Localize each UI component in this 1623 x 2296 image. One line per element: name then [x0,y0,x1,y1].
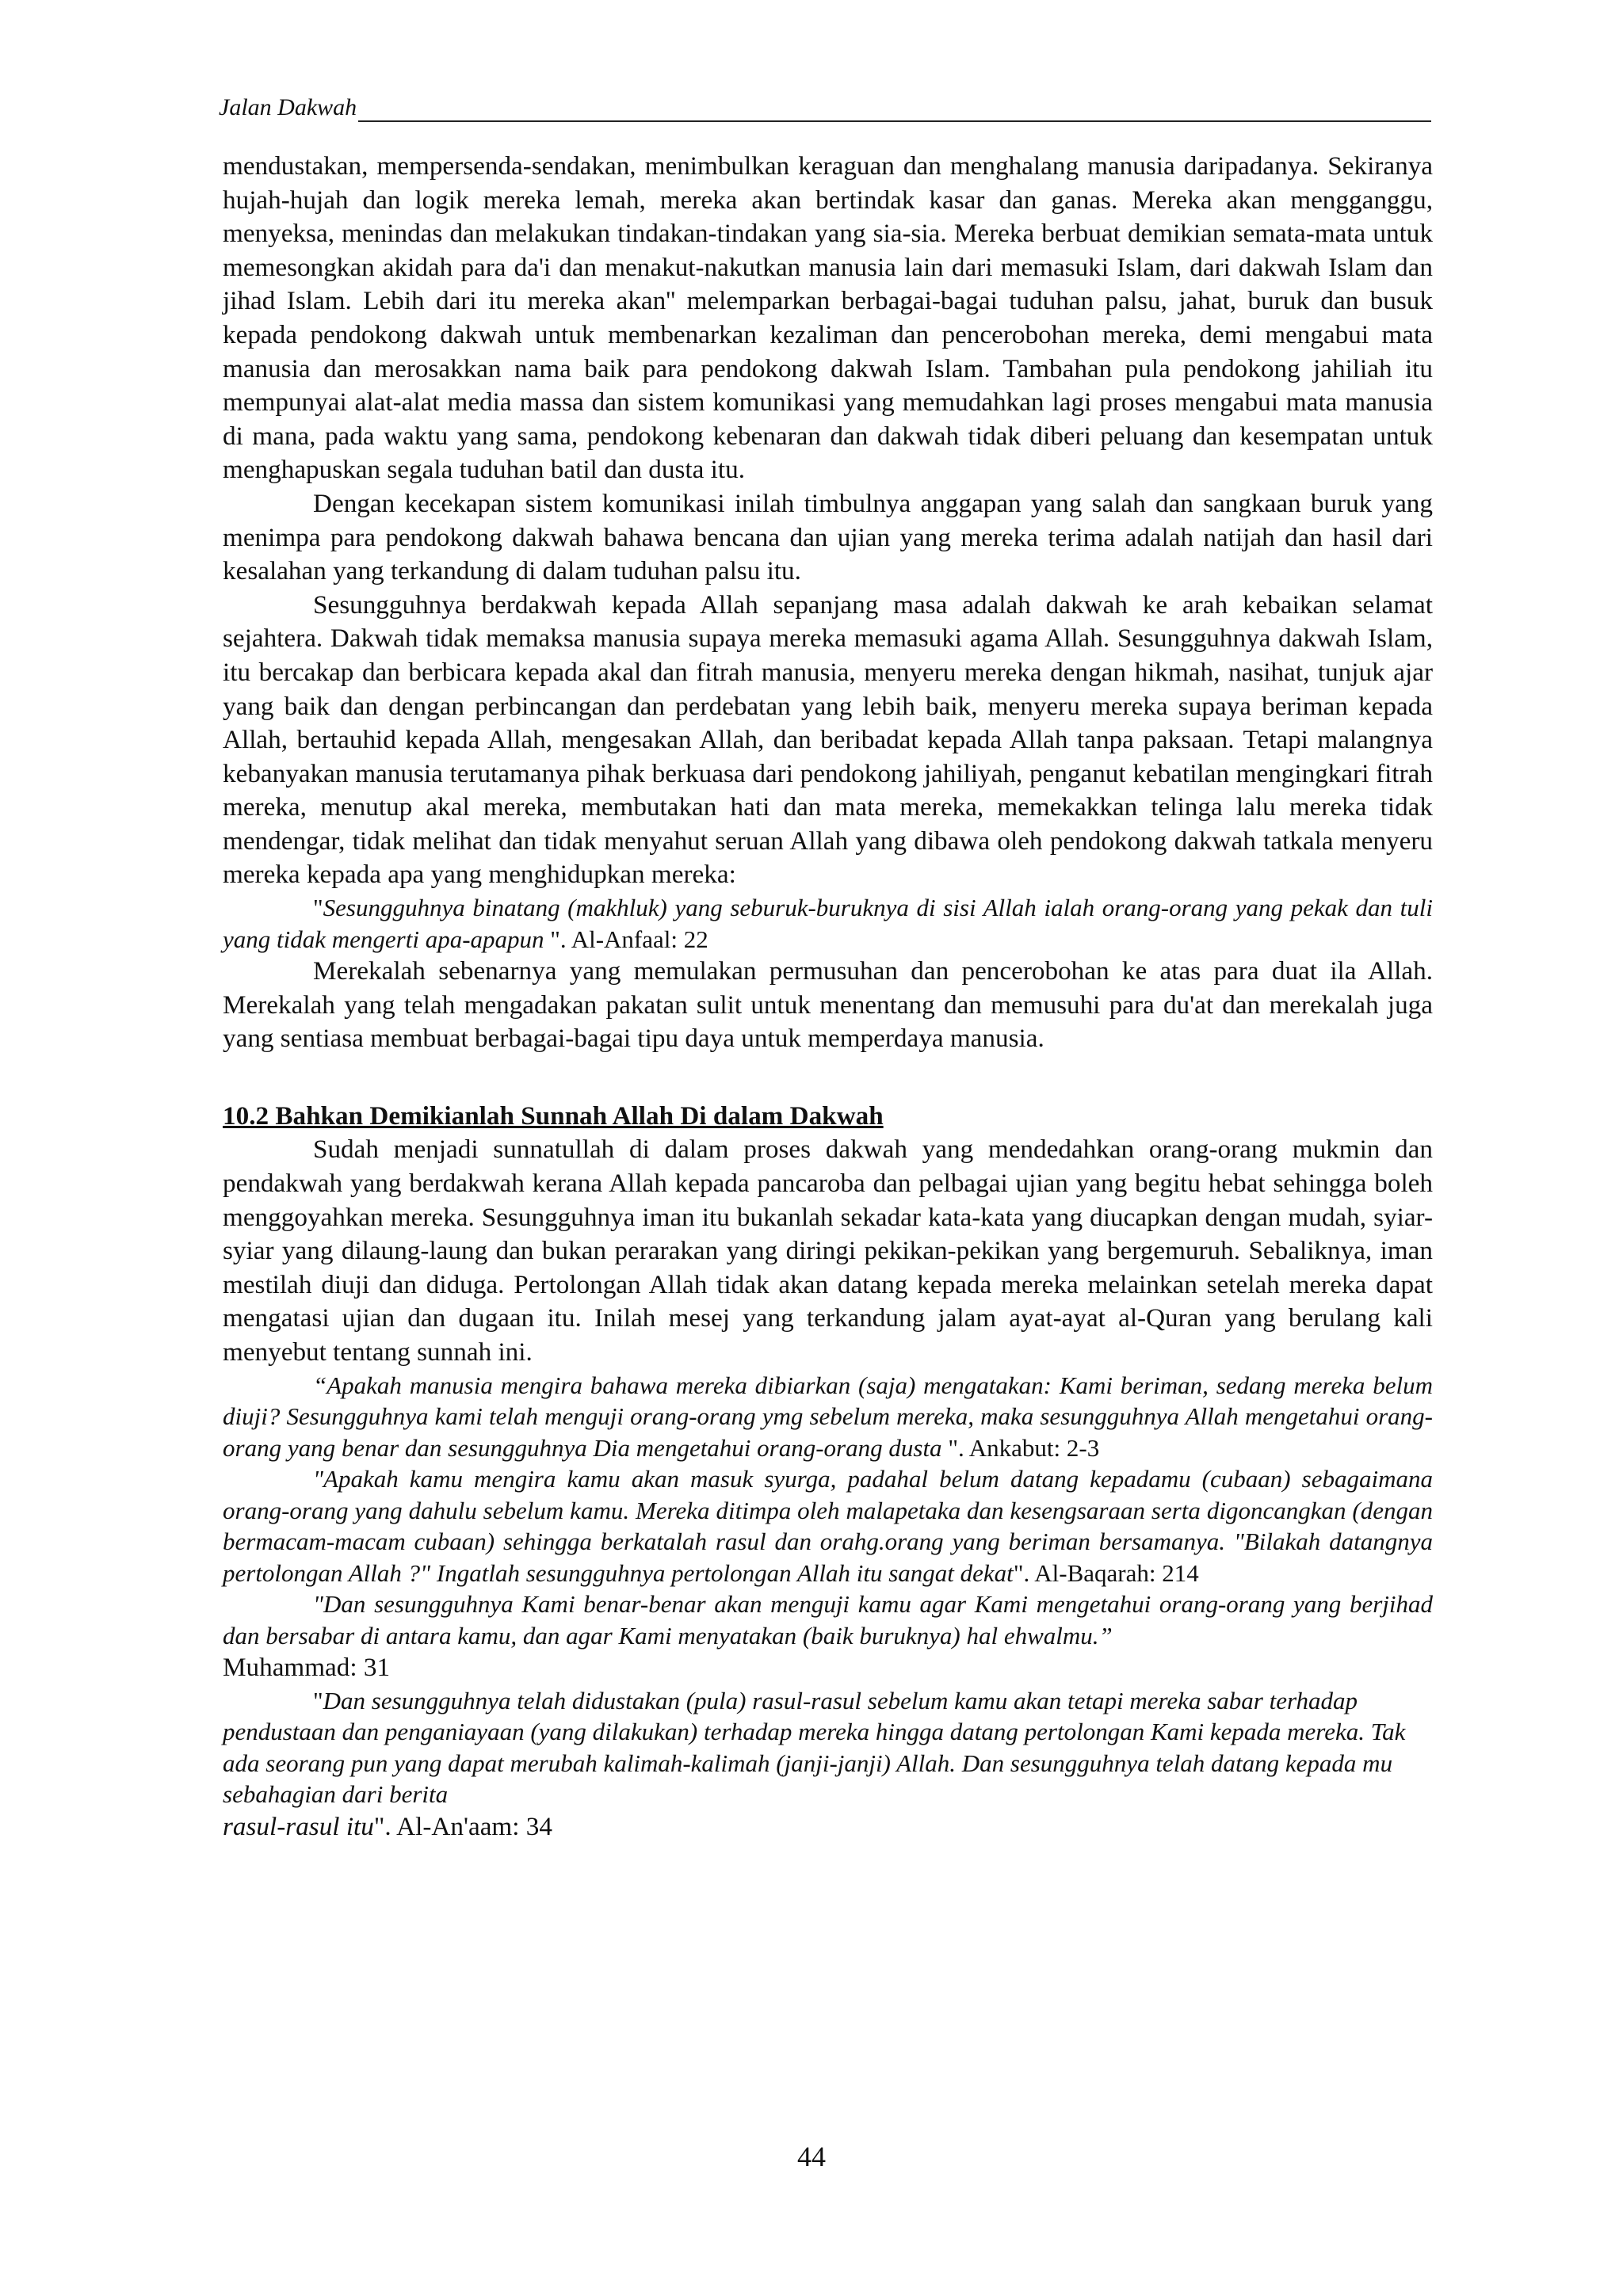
quote-text: “Apakah manusia mengira bahawa mereka dibiarkan (saja) mengatakan: Kami beriman, sedang mereka belum diuji? Sesungguhnya kami telah menguji orang-orang ymg sebelum mereka, maka sesungguhnya Allah mengetahui orang-orang yang benar dan sesungguhnya Dia mengetahui orang-orang dusta [223,1371,1433,1462]
paragraph: Merekalah sebenarnya yang memulakan permusuhan dan pencerobohan ke atas para duat ila Allah. Merekalah yang telah mengadakan pakatan sulit untuk menentang dan memusuhi para du'at dan merekalah juga yang sentiasa membuat berbagai-bagai tipu daya untuk memperdaya manusia. [223,956,1433,1054]
body-text [223,150,1433,1844]
quote-text: "Apakah kamu mengira kamu akan masuk syurga, padahal belum datang kepadamu (cubaan) sebagaimana orang-orang yang dahulu sebelum kamu. Mereka ditimpa oleh malapetaka dan kesengsaraan serta digoncangkan (dengan bermacam-macam cubaan) sehingga berkatalah rasul dan orahg.orang yang beriman bersamanya. "Bilakah datangnya pertolongan Allah ?" Ingatlah sesungguhnya pertolongan Allah itu sangat dekat [223,1465,1433,1587]
running-header-title: Jalan Dakwah [219,94,357,120]
quote-al-anfaal [223,892,1433,955]
quote-text: rasul-rasul itu [223,1811,374,1841]
quote-source: ". Al-Anfaal: 22 [544,925,708,953]
paragraph: mendustakan, mempersenda-sendakan, menimbulkan keraguan dan menghalang manusia daripadanya. Sekiranya hujah-hujah dan logik mereka lemah, mereka akan bertindak kasar dan ganas. Mereka akan mengganggu, menyeksa, menindas dan melakukan tindakan-tindakan yang sia-sia. Mereka berbuat demikian semata-mata untuk memesongkan akidah para da'i dan menakut-nakutkan manusia lain dari memasuki Islam, dari dakwah Islam dan jihad Islam. Lebih dari itu mereka akan'' melemparkan berbagai-bagai tuduhan palsu, jahat, buruk dan busuk kepada pendokong dakwah untuk membenarkan kezaliman dan pencerobohan mereka, demi mengabui mata manusia dan merosakkan nama baik para pendokong dakwah Islam. Tambahan pula pendokong jahiliah itu mempunyai alat-alat media massa dan sistem komunikasi yang memudahkan lagi proses mengabui mata manusia di mana, pada waktu yang sama, pendokong kebenaran dan dakwah tidak diberi peluang dan kesempatan untuk menghapuskan segala tuduhan batil dan dusta itu. [223,151,1433,485]
quote-last-line [223,1810,1433,1844]
quote-text: "Dan sesungguhnya Kami benar-benar akan menguji kamu agar Kami mengetahui orang-orang yang berjihad dan bersabar di antara kamu, dan agar Kami menyatakan (baik buruknya) hal ehwalmu.” [223,1590,1433,1650]
quote-al-baqarah [223,1463,1433,1589]
quote-source: ". Ankabut: 2-3 [941,1433,1100,1462]
quote-open-mark: " [313,894,323,922]
quote-source: ". Al-An'aam: 34 [373,1811,552,1841]
running-header [219,93,1431,122]
paragraph: Dengan kecekapan sistem komunikasi inilah timbulnya anggapan yang salah dan sangkaan buruk yang menimpa para pendokong dakwah bahawa bencana dan ujian yang mereka terima adalah natijah dan hasil dari kesalahan yang terkandung di dalam tuduhan palsu itu. [223,488,1433,586]
paragraph: Sudah menjadi sunnatullah di dalam proses dakwah yang mendedahkan orang-orang mukmin dan pendakwah yang berdakwah kerana Allah kepada pancaroba dan pelbagai ujian yang begitu hebat sehingga boleh menggoyahkan mereka. Sesungguhnya iman itu bukanlah sekadar kata-kata yang diucapkan dengan mudah, syiar-syiar yang dilaung-laung dan bukan perarakan yang diringi pekikan-pekikan yang bergemuruh. Sebaliknya, iman mestilah diuji dan diduga. Pertolongan Allah tidak akan datang kepada mereka melainkan setelah mereka dapat mengatasi ujian dan dugaan itu. Inilah mesej yang terkandung jalam ayat-ayat al-Quran yang berulang kali menyebut tentang sunnah ini. [223,1135,1433,1367]
quote-source-line: Muhammad: 31 [223,1653,391,1683]
quote-source: ". Al-Baqarah: 214 [1013,1558,1199,1587]
section-heading: 10.2 Bahkan Demikianlah Sunnah Allah Di dalam Dakwah [223,1100,884,1131]
quote-text: Sesungguhnya binatang (makhluk) yang seburuk-buruknya di sisi Allah ialah orang-orang yang pekak dan tuli yang tidak mengerti apa-apapun [223,894,1433,953]
quote-open-mark: " [313,1686,323,1714]
quote-muhammad [223,1589,1433,1651]
page-number: 44 [797,2141,826,2172]
quote-text: Dan sesungguhnya telah didustakan (pula) rasul-rasul sebelum kamu akan tetapi mereka sabar terhadap pendustaan dan penganiayaan (yang dilakukan) terhadap mereka hingga datang pertolongan Kami kepada mereka. Tak ada seorang pun yang dapat merubah kalimah-kalimah (janji-janji) Allah. Dan sesungguhnya telah datang kepada mu sebahagian dari berita [223,1686,1406,1809]
header-rule [358,98,1431,122]
paragraph: Sesungguhnya berdakwah kepada Allah sepanjang masa adalah dakwah ke arah kebaikan selamat sejahtera. Dakwah tidak memaksa manusia supaya mereka memasuki agama Allah. Sesungguhnya dakwah Islam, itu bercakap dan berbicara kepada akal dan fitrah manusia, menyeru mereka dengan hikmah, nasihat, tunjuk ajar yang baik dan dengan perbincangan dan perdebatan yang lebih baik, menyeru mereka supaya beriman kepada Allah, bertauhid kepada Allah, mengesakan Allah, dan beribadat kepada Allah tanpa paksaan. Tetapi malangnya kebanyakan manusia terutamanya pihak berkuasa dari pendokong jahiliyah, penganut kebatilan mengingkari fitrah mereka, menutup akal mereka, membutakan hati dan mata mereka, memekakkan telinga lalu mereka tidak mendengar, tidak melihat dan tidak menyahut seruan Allah yang dibawa oleh pendokong dakwah tatkala menyeru mereka kepada apa yang menghidupkan mereka: [223,589,1433,890]
quote-ankabut [223,1370,1433,1464]
quote-al-anaam [223,1685,1433,1810]
section-gap [223,1056,1433,1100]
